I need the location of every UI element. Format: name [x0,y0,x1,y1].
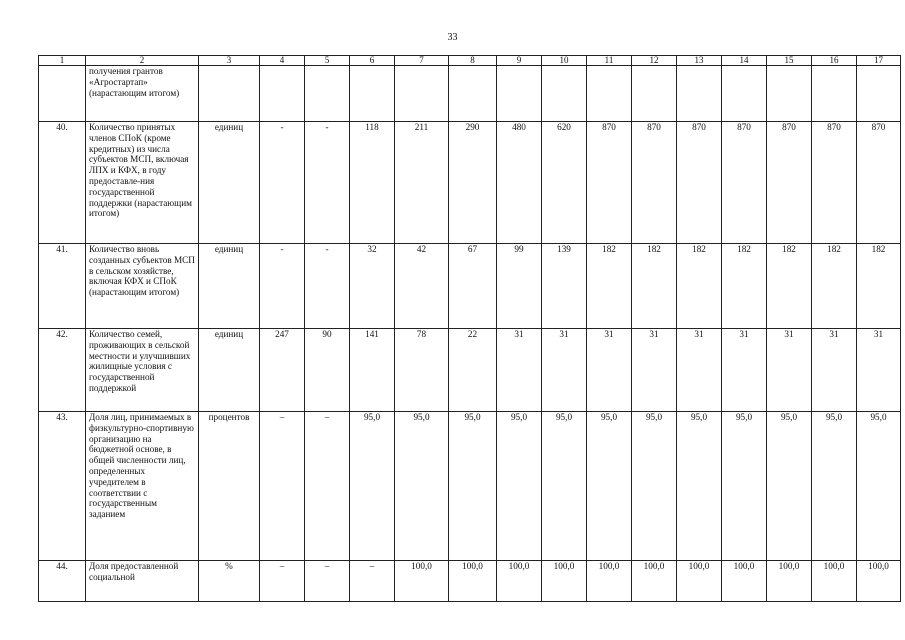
value-cell: 247 [260,329,305,412]
column-number: 15 [767,56,812,66]
value-cell: 870 [857,122,901,244]
value-cell: 95,0 [449,412,497,561]
value-cell: 100,0 [542,561,587,602]
table-row [39,329,901,412]
indicator-name: Доля предоставленной социальной [86,561,199,602]
unit-cell: процентов [199,412,260,561]
table-row [39,244,901,329]
column-number: 3 [199,56,260,66]
value-cell [305,66,350,122]
value-cell [722,66,767,122]
value-cell: 100,0 [767,561,812,602]
column-number: 16 [812,56,857,66]
value-cell: 290 [449,122,497,244]
value-cell: - [305,244,350,329]
value-cell [350,66,395,122]
row-number: 41. [39,244,86,329]
value-cell: 95,0 [587,412,632,561]
value-cell: 22 [449,329,497,412]
value-cell: – [305,412,350,561]
value-cell: 100,0 [677,561,722,602]
unit-cell: единиц [199,244,260,329]
column-number: 10 [542,56,587,66]
value-cell: - [260,122,305,244]
value-cell: 99 [497,244,542,329]
column-number: 1 [39,56,86,66]
value-cell: 100,0 [857,561,901,602]
value-cell: 95,0 [677,412,722,561]
value-cell: 31 [812,329,857,412]
value-cell: 100,0 [812,561,857,602]
column-number: 13 [677,56,722,66]
value-cell: 100,0 [587,561,632,602]
value-cell [260,66,305,122]
indicator-name: получения грантов «Агростартап» (нарастающим итогом) [86,66,199,122]
indicator-name: Доля лиц, принимаемых в физкультурно-спортивную организацию на бюджетной основе, в общей численности лиц, определенных учредителем в соответствии с государственным заданием [86,412,199,561]
value-cell: 870 [767,122,812,244]
value-cell: – [350,561,395,602]
value-cell: 31 [722,329,767,412]
value-cell: 620 [542,122,587,244]
row-number: 43. [39,412,86,561]
value-cell: 78 [395,329,449,412]
value-cell: 31 [632,329,677,412]
column-number: 6 [350,56,395,66]
unit-cell: единиц [199,329,260,412]
value-cell [632,66,677,122]
value-cell [857,66,901,122]
value-cell: 95,0 [542,412,587,561]
value-cell: 95,0 [857,412,901,561]
value-cell: 31 [542,329,587,412]
value-cell: 870 [587,122,632,244]
value-cell: 100,0 [632,561,677,602]
row-number [39,66,86,122]
indicator-name: Количество вновь созданных субъектов МСП в сельском хозяйстве, включая КФХ и СПоК (нарастающим итогом) [86,244,199,329]
value-cell [677,66,722,122]
row-number: 42. [39,329,86,412]
value-cell: 95,0 [350,412,395,561]
value-cell: 67 [449,244,497,329]
column-number: 11 [587,56,632,66]
value-cell [767,66,812,122]
table-row [39,122,901,244]
column-number: 4 [260,56,305,66]
value-cell: 211 [395,122,449,244]
value-cell [449,66,497,122]
value-cell [542,66,587,122]
value-cell: 100,0 [449,561,497,602]
value-cell: 118 [350,122,395,244]
value-cell: 100,0 [722,561,767,602]
value-cell: 42 [395,244,449,329]
unit-cell: единиц [199,122,260,244]
unit-cell [199,66,260,122]
value-cell: 870 [632,122,677,244]
value-cell: 31 [767,329,812,412]
value-cell: 182 [677,244,722,329]
row-number: 44. [39,561,86,602]
value-cell: 95,0 [722,412,767,561]
value-cell: 100,0 [395,561,449,602]
value-cell: - [260,244,305,329]
value-cell: 182 [812,244,857,329]
value-cell: 870 [722,122,767,244]
indicator-name: Количество принятых членов СПоК (кроме кредитных) из числа субъектов МСП, включая ЛПХ и КФХ, в году предоставле-ния государственной поддержки (нарастающим итогом) [86,122,199,244]
value-cell [395,66,449,122]
value-cell: 32 [350,244,395,329]
table-row [39,561,901,602]
value-cell [497,66,542,122]
value-cell: 95,0 [767,412,812,561]
column-number: 8 [449,56,497,66]
value-cell: – [260,412,305,561]
column-number: 2 [86,56,199,66]
value-cell: 870 [677,122,722,244]
value-cell [812,66,857,122]
value-cell: 100,0 [497,561,542,602]
value-cell: - [305,122,350,244]
value-cell: 139 [542,244,587,329]
column-number: 7 [395,56,449,66]
value-cell: 95,0 [632,412,677,561]
column-number: 17 [857,56,901,66]
value-cell: 182 [722,244,767,329]
value-cell: 182 [857,244,901,329]
table-row [39,66,901,122]
value-cell: 182 [632,244,677,329]
value-cell: 182 [587,244,632,329]
value-cell: 95,0 [812,412,857,561]
indicator-name: Количество семей, проживающих в сельской местности и улучшивших жилищные условия с государственной поддержкой [86,329,199,412]
value-cell: 90 [305,329,350,412]
column-number: 5 [305,56,350,66]
value-cell: 870 [812,122,857,244]
unit-cell: % [199,561,260,602]
column-number: 12 [632,56,677,66]
column-number: 9 [497,56,542,66]
column-number-row [39,56,901,66]
value-cell: – [260,561,305,602]
value-cell: – [305,561,350,602]
value-cell: 182 [767,244,812,329]
value-cell: 31 [857,329,901,412]
value-cell: 31 [587,329,632,412]
table-row [39,412,901,561]
value-cell: 480 [497,122,542,244]
column-number: 14 [722,56,767,66]
value-cell [587,66,632,122]
value-cell: 95,0 [497,412,542,561]
page-number: 33 [447,32,458,43]
value-cell: 141 [350,329,395,412]
value-cell: 31 [497,329,542,412]
indicators-table [38,55,901,602]
row-number: 40. [39,122,86,244]
value-cell: 31 [677,329,722,412]
value-cell: 95,0 [395,412,449,561]
